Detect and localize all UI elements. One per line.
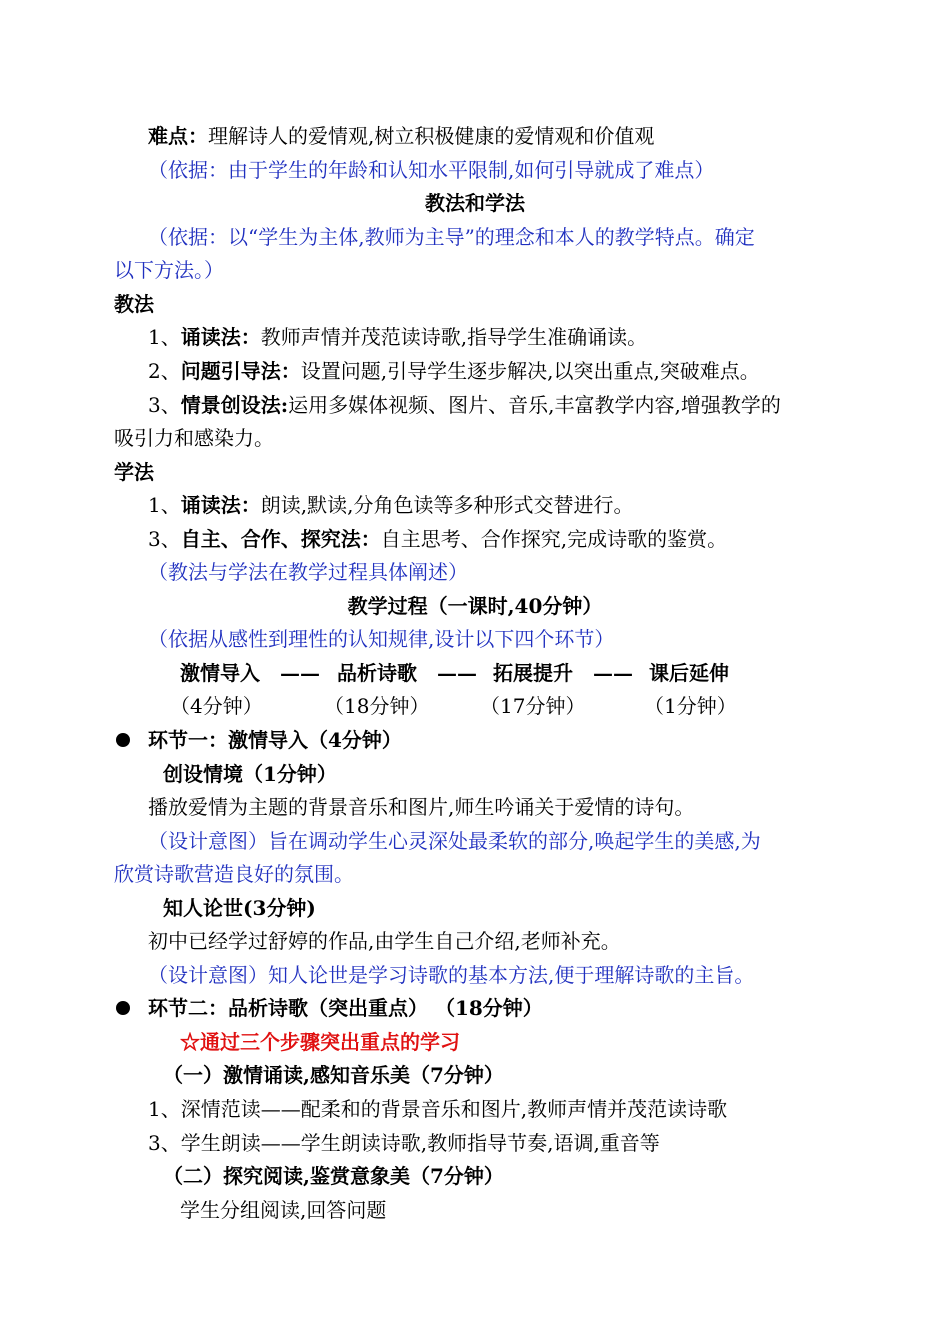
item-text: 自主思考、合作探究,完成诗歌的鉴赏。 <box>380 527 728 551</box>
section2-step2-text: 学生分组阅读,回答问题 <box>180 1198 387 1222</box>
methods-basis-line1: （依据：以“学生为主体,教师为主导”的理念和本人的教学特点。确定 <box>148 225 755 249</box>
item-text: 朗读,默读,分角色读等多种形式交替进行。 <box>260 493 634 517</box>
section1-sub1-text: 播放爱情为主题的背景音乐和图片,师生吟诵关于爱情的诗句。 <box>148 795 695 819</box>
item-label: 问题引导法 <box>180 359 281 383</box>
item-number: 1、 <box>148 325 181 349</box>
stage-time: （18分钟） <box>324 694 430 718</box>
section2-step1-item: 3、学生朗读——学生朗读诗歌,教师指导节奏,语调,重音等 <box>148 1131 660 1155</box>
section2-step1-item: 1、深情范读——配柔和的背景音乐和图片,教师声情并茂范读诗歌 <box>148 1097 728 1121</box>
stage-time: （1分钟） <box>644 694 737 718</box>
section2-title-line <box>116 994 543 1022</box>
item-number: 3、 <box>148 393 181 417</box>
methods-title: 教法和学法 <box>425 191 525 215</box>
section1-sub1-title: 创设情境（1分钟） <box>163 762 337 786</box>
bullet-icon <box>116 733 130 747</box>
learning-item <box>148 525 727 553</box>
process-basis: （依据从感性到理性的认知规律,设计以下四个环节） <box>148 627 615 651</box>
process-title: 教学过程（一课时,40分钟） <box>347 594 603 618</box>
item-separator: ： <box>360 527 381 551</box>
item-number: 1、 <box>148 493 181 517</box>
teaching-item <box>148 357 760 385</box>
section1-sub2-text: 初中已经学过舒婷的作品,由学生自己介绍,老师补充。 <box>148 929 621 953</box>
item-label: 自主、合作、探究法 <box>180 527 361 551</box>
teaching-item-continued: 吸引力和感染力。 <box>114 426 274 450</box>
item-number: 2、 <box>148 359 181 383</box>
difficulty-text: 理解诗人的爱情观,树立积极健康的爱情观和价值观 <box>208 124 655 148</box>
item-text: 教师声情并茂范读诗歌,指导学生准确诵读。 <box>260 325 648 349</box>
stage-time: （17分钟） <box>480 694 586 718</box>
item-separator: ： <box>240 325 261 349</box>
stage-dash: —— <box>280 661 320 685</box>
item-separator: ： <box>240 493 261 517</box>
section2-title: 环节二：品析诗歌（突出重点） （18分钟） <box>148 996 543 1020</box>
learning-heading: 学法 <box>114 460 154 484</box>
difficulty-basis: （依据：由于学生的年龄和认知水平限制,如何引导就成了难点） <box>148 158 715 182</box>
item-label: 情景创设法 <box>180 393 281 417</box>
stage-name: 拓展提升 <box>493 661 573 685</box>
item-label: 诵读法 <box>180 325 241 349</box>
stage-dash: —— <box>437 661 477 685</box>
section1-sub1-intent-line2: 欣赏诗歌营造良好的氛围。 <box>114 862 354 886</box>
difficulty-label: 难点： <box>148 124 208 148</box>
item-separator: ： <box>280 359 301 383</box>
teaching-heading: 教法 <box>114 292 154 316</box>
section2-step2-title: （二）探究阅读,鉴赏意象美（7分钟） <box>163 1164 504 1188</box>
section1-sub1-intent-line1: （设计意图）旨在调动学生心灵深处最柔软的部分,唤起学生的美感,为 <box>148 829 761 853</box>
item-text: 运用多媒体视频、图片、音乐,丰富教学内容,增强教学的 <box>288 393 781 417</box>
stage-dash: —— <box>593 661 633 685</box>
section1-title: 环节一：激情导入（4分钟） <box>148 728 402 752</box>
stage-time: （4分钟） <box>170 694 263 718</box>
item-text: 设置问题,引导学生逐步解决,以突出重点,突破难点。 <box>300 359 760 383</box>
item-label: 诵读法 <box>180 493 241 517</box>
section2-step1-title: （一）激情诵读,感知音乐美（7分钟） <box>163 1063 504 1087</box>
teaching-item <box>148 391 781 419</box>
section2-highlight: ☆通过三个步骤突出重点的学习 <box>180 1030 460 1054</box>
section1-sub2-title: 知人论世(3分钟) <box>163 896 316 920</box>
section1-title-line <box>116 726 402 754</box>
stage-name: 课后延伸 <box>649 661 729 685</box>
item-separator: : <box>280 393 289 417</box>
difficulty-line <box>148 122 654 150</box>
stage-name: 品析诗歌 <box>337 661 417 685</box>
methods-note: （教法与学法在教学过程具体阐述） <box>148 560 468 584</box>
item-number: 3、 <box>148 527 181 551</box>
teaching-item <box>148 323 647 351</box>
methods-basis-line2: 以下方法。） <box>114 258 224 282</box>
stage-name: 激情导入 <box>180 661 260 685</box>
bullet-icon <box>116 1001 130 1015</box>
learning-item <box>148 491 633 519</box>
section1-sub2-intent: （设计意图）知人论世是学习诗歌的基本方法,便于理解诗歌的主旨。 <box>148 963 755 987</box>
